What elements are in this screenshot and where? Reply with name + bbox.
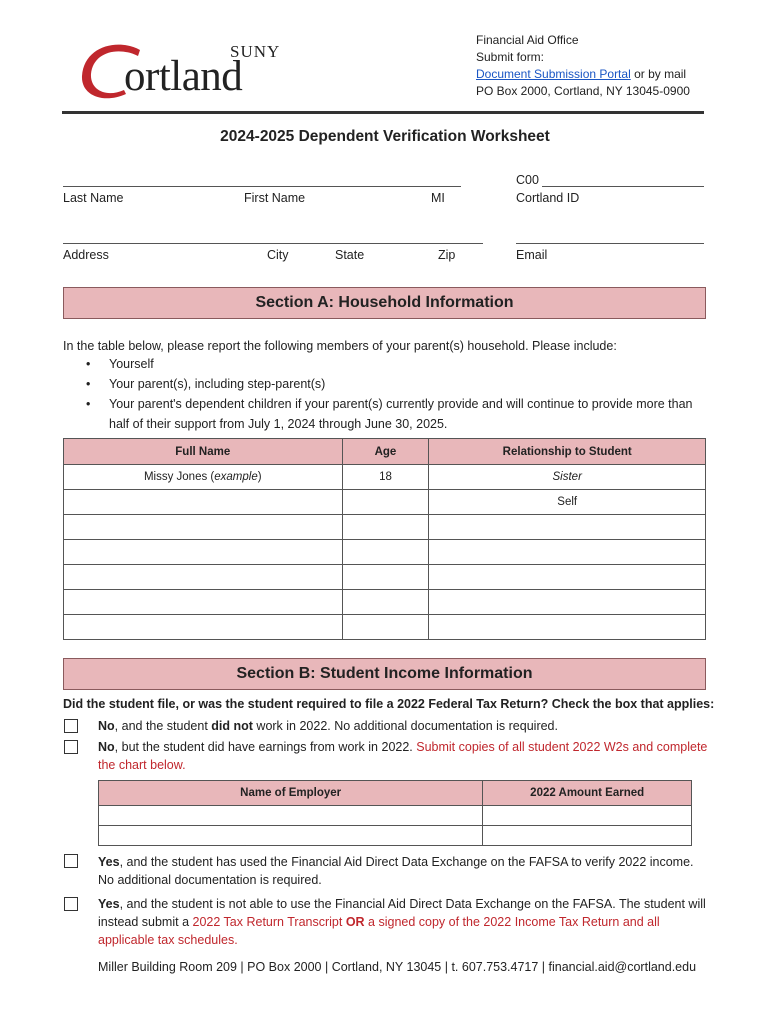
cortland-id-field-line[interactable] bbox=[542, 186, 704, 187]
employer-name-cell[interactable] bbox=[99, 826, 483, 846]
age-cell[interactable] bbox=[342, 615, 429, 640]
footer-contact: Miller Building Room 209 | PO Box 2000 | Cortland, NY 13045 | t. 607.753.4717 | financial.aid@cortland.edu bbox=[98, 960, 697, 974]
table-row bbox=[64, 465, 706, 490]
relationship-text: Sister bbox=[552, 471, 582, 483]
full-name-cell[interactable] bbox=[64, 515, 343, 540]
email-label: Email bbox=[516, 248, 548, 262]
employer-table bbox=[98, 780, 692, 846]
table-row bbox=[64, 515, 706, 540]
address-field-line[interactable] bbox=[63, 243, 483, 244]
office-name: Financial Aid Office bbox=[476, 33, 579, 47]
suny-cortland-logo bbox=[78, 40, 308, 104]
col-employer-name: Name of Employer bbox=[99, 781, 483, 806]
option-text: , and the student bbox=[114, 719, 212, 733]
full-name-cell[interactable] bbox=[64, 490, 343, 515]
tax-return-question: Did the student file, or was the student required to file a 2022 Federal Tax Return? Check the box that applies: bbox=[63, 697, 715, 711]
option-label: No bbox=[98, 740, 115, 754]
section-a-header: Section A: Household Information bbox=[63, 287, 706, 319]
zip-label: Zip bbox=[438, 248, 456, 262]
table-row bbox=[64, 615, 706, 640]
full-name-cell[interactable] bbox=[64, 565, 343, 590]
state-label: State bbox=[335, 248, 365, 262]
document-title: 2024-2025 Dependent Verification Worksheet bbox=[220, 128, 550, 145]
submit-line bbox=[476, 66, 690, 83]
transcript-instruction: 2022 Tax Return Transcript bbox=[192, 915, 346, 929]
w2-instruction: Submit copies of all student 2022 W2s and complete the chart below. bbox=[98, 740, 708, 772]
age-cell[interactable] bbox=[342, 515, 429, 540]
address-label: Address bbox=[63, 248, 109, 262]
option-text: , and the student is not able to use the Financial Aid Direct Data Exchange on the FAFSA. The student will instead submit a bbox=[98, 897, 706, 929]
email-field-line[interactable] bbox=[516, 243, 704, 244]
full-name-cell[interactable] bbox=[64, 615, 343, 640]
no-had-earnings-checkbox[interactable] bbox=[64, 740, 78, 754]
option-emphasis: did not bbox=[211, 719, 253, 733]
name-field-line[interactable] bbox=[63, 186, 461, 187]
or-emphasis: OR bbox=[345, 915, 365, 929]
relationship-cell[interactable] bbox=[429, 590, 706, 615]
option-no-did-not-work bbox=[98, 717, 710, 735]
relationship-cell[interactable] bbox=[429, 540, 706, 565]
option-yes-cannot-use-data-exchange bbox=[98, 895, 710, 949]
cortland-wordmark: ortland bbox=[124, 53, 243, 100]
relationship-cell[interactable] bbox=[429, 565, 706, 590]
relationship-cell[interactable]: Self bbox=[429, 490, 706, 515]
table-row bbox=[64, 565, 706, 590]
age-cell[interactable] bbox=[342, 565, 429, 590]
bullet-item: • Your parent(s), including step-parent(s) bbox=[86, 374, 706, 394]
relationship-cell[interactable] bbox=[429, 615, 706, 640]
no-did-not-work-checkbox[interactable] bbox=[64, 719, 78, 733]
option-no-had-earnings bbox=[98, 738, 710, 774]
submit-form-label: Submit form: bbox=[476, 50, 545, 64]
id-prefix: C00 bbox=[516, 173, 539, 187]
name-text: ) bbox=[257, 471, 262, 483]
full-name-cell[interactable] bbox=[64, 590, 343, 615]
amount-earned-cell[interactable] bbox=[483, 806, 692, 826]
option-text: , and the student has used the Financial Aid Direct Data Exchange on the FAFSA to verify 2022 income. No additional documentation is required. bbox=[98, 855, 694, 887]
section-a-intro: In the table below, please report the following members of your parent(s) household. Please include: bbox=[63, 339, 617, 353]
suny-text: SUNY bbox=[230, 42, 281, 61]
age-cell[interactable] bbox=[342, 590, 429, 615]
age-cell[interactable] bbox=[342, 540, 429, 565]
amount-earned-cell[interactable] bbox=[483, 826, 692, 846]
example-note: example bbox=[214, 471, 258, 483]
table-row bbox=[99, 826, 692, 846]
option-label: No bbox=[98, 719, 115, 733]
mi-label: MI bbox=[431, 191, 445, 205]
by-mail-text: or by mail bbox=[630, 67, 687, 81]
option-text: work in 2022. No additional documentation is required. bbox=[252, 719, 558, 733]
option-label: Yes bbox=[98, 897, 120, 911]
col-amount-earned: 2022 Amount Earned bbox=[483, 781, 692, 806]
table-row bbox=[64, 590, 706, 615]
employer-name-cell[interactable] bbox=[99, 806, 483, 826]
col-age: Age bbox=[342, 439, 429, 465]
full-name-cell[interactable] bbox=[64, 465, 343, 490]
household-table-header bbox=[64, 439, 706, 465]
table-row bbox=[64, 490, 706, 515]
section-b-header: Section B: Student Income Information bbox=[63, 658, 706, 690]
mailing-address: PO Box 2000, Cortland, NY 13045-0900 bbox=[476, 84, 690, 98]
office-info bbox=[476, 32, 690, 100]
cortland-id-label: Cortland ID bbox=[516, 191, 580, 205]
household-table bbox=[63, 438, 706, 640]
last-name-label: Last Name bbox=[63, 191, 124, 205]
age-cell[interactable] bbox=[342, 490, 429, 515]
name-text: Missy Jones ( bbox=[143, 471, 215, 483]
table-row bbox=[99, 806, 692, 826]
full-name-cell[interactable] bbox=[64, 540, 343, 565]
employer-table-header bbox=[99, 781, 692, 806]
document-submission-portal-link[interactable]: Document Submission Portal bbox=[476, 67, 631, 81]
first-name-label: First Name bbox=[244, 191, 306, 205]
yes-cannot-use-data-exchange-checkbox[interactable] bbox=[64, 897, 78, 911]
option-text: , but the student did have earnings from work in 2022. bbox=[114, 740, 417, 754]
option-yes-used-data-exchange bbox=[98, 853, 710, 889]
bullet-item: • Yourself bbox=[86, 354, 706, 374]
tax-return-instruction: a signed copy of the 2022 Income Tax Return and all applicable tax schedules. bbox=[98, 915, 660, 947]
relationship-cell[interactable] bbox=[429, 515, 706, 540]
option-label: Yes bbox=[98, 855, 120, 869]
header-divider bbox=[62, 111, 704, 114]
col-relationship: Relationship to Student bbox=[429, 439, 706, 465]
table-row bbox=[64, 540, 706, 565]
age-cell[interactable]: 18 bbox=[342, 465, 429, 490]
city-label: City bbox=[267, 248, 289, 262]
col-full-name: Full Name bbox=[64, 439, 343, 465]
relationship-cell[interactable] bbox=[429, 465, 706, 490]
yes-used-data-exchange-checkbox[interactable] bbox=[64, 854, 78, 868]
bullet-item: • Your parent's dependent children if your parent(s) currently provide and will continue to provide more than half of their support from July 1, 2024 through June 30, 2025. bbox=[86, 394, 706, 434]
household-bullet-list bbox=[86, 354, 706, 434]
